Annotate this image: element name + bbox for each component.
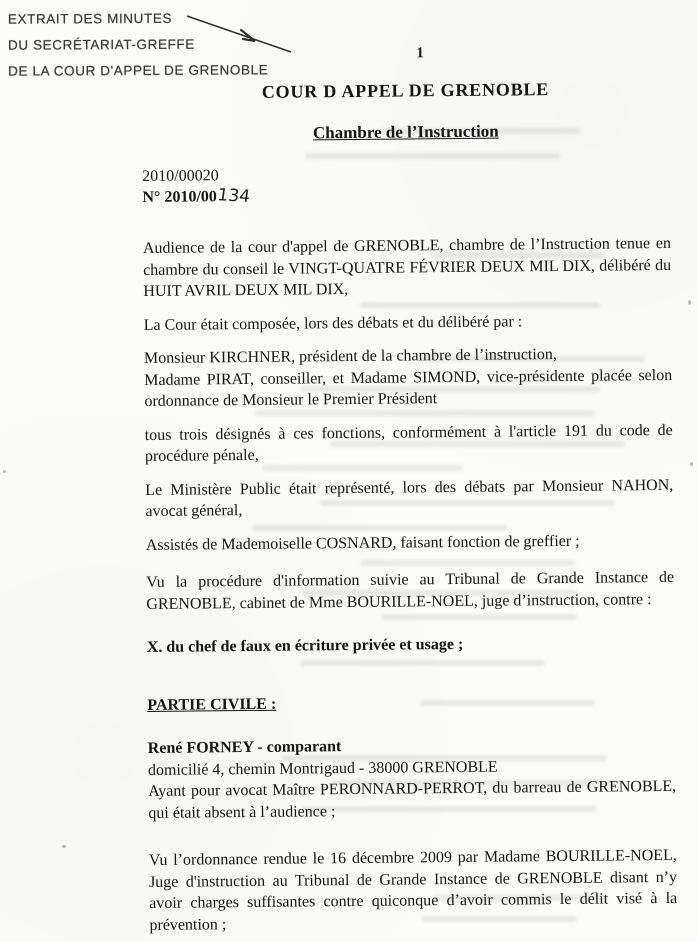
case-number-handwritten: 134: [216, 185, 252, 208]
paragraph-audience: Audience de la cour d'appel de GRENOBLE, chambre de l’Instruction tenue en chambre du conseil le VINGT-QUATRE FÉVRIER DEUX MIL DIX, délibéré du HUIT AVRIL DEUX MIL DIX,: [142, 234, 672, 300]
chamber-title: [142, 119, 670, 146]
stamp-line-3: DE LA COUR D'APPEL DE GRENOBLE: [8, 62, 269, 79]
partie-civile-heading-text: PARTIE CIVILE: [147, 695, 268, 714]
partie-civile-heading: [147, 689, 675, 716]
scan-speck: [688, 300, 691, 305]
scan-speck: [62, 845, 66, 848]
scan-speck: [690, 462, 693, 466]
page-number: 1: [416, 45, 424, 62]
paragraph-judges: [144, 343, 673, 413]
civil-party-block: [148, 733, 677, 824]
document-content: [141, 41, 678, 942]
court-title: COUR D APPEL DE GRENOBLE: [261, 79, 550, 102]
partie-civile-colon: :: [266, 695, 277, 713]
judge-president-line: Monsieur KIRCHNER, président de la chambre de l’instruction,: [143, 346, 557, 367]
paragraph-procedure: Vu la procédure d'information suivie au Tribunal de Grande Instance de GRENOBLE, cabinet de Mme BOURILLE-NOEL, juge d’instruction, contre :: [146, 568, 675, 613]
civil-party-address: domicilié 4, chemin Montrigaud - 38000 GRENOBLE: [147, 758, 498, 779]
charge-statement: X. du chef de faux en écriture privée et usage ;: [146, 635, 464, 656]
scan-speck: [3, 470, 6, 473]
case-numbers: [142, 161, 670, 208]
paragraph-ordonnance: Vu l’ordonnance rendue le 16 décembre 2009 par Madame BOURILLE-NOEL, Juge d'instruction au Tribunal de Grande Instance de GRENOBLE disant n’y avoir charges suffisantes contre quiconque d’avoir commis le délit visé à la prévention ;: [148, 846, 678, 934]
paragraph-composition-intro: La Cour était composée, lors des débats et du délibéré par :: [143, 312, 523, 334]
paragraph-greffier: Assistés de Mademoiselle COSNARD, faisant fonction de greffier ;: [145, 532, 580, 554]
paragraph-designation: tous trois désignés à ces fonctions, conformément à l'article 191 du code de procédure pénale,: [144, 421, 673, 465]
paragraph-ministere-public: Le Ministère Public était représenté, lors des débats par Monsieur NAHON, avocat général,: [145, 476, 674, 520]
judge-others-line: Madame PIRAT, conseiller, et Madame SIMOND, vice-présidente placée selon ordonnance de Monsieur le Premier Président: [144, 366, 673, 410]
case-number-main: [142, 182, 670, 208]
document-body: [143, 233, 678, 936]
stamp-line-1: EXTRAIT DES MINUTES: [7, 10, 173, 27]
civil-party-lawyer: Ayant pour avocat Maître PERONNARD-PERROT, du barreau de GRENOBLE, qui était absent à l’audience ;: [148, 777, 677, 822]
case-number-top: 2010/00020: [142, 167, 219, 185]
stamp-line-2: DU SECRÉTARIAT-GREFFE: [7, 36, 195, 53]
civil-party-name: René FORNEY - comparant: [147, 738, 342, 757]
chamber-title-text: Chambre de l’Instruction: [312, 121, 499, 143]
case-number-label: N° 2010/00: [142, 188, 217, 206]
